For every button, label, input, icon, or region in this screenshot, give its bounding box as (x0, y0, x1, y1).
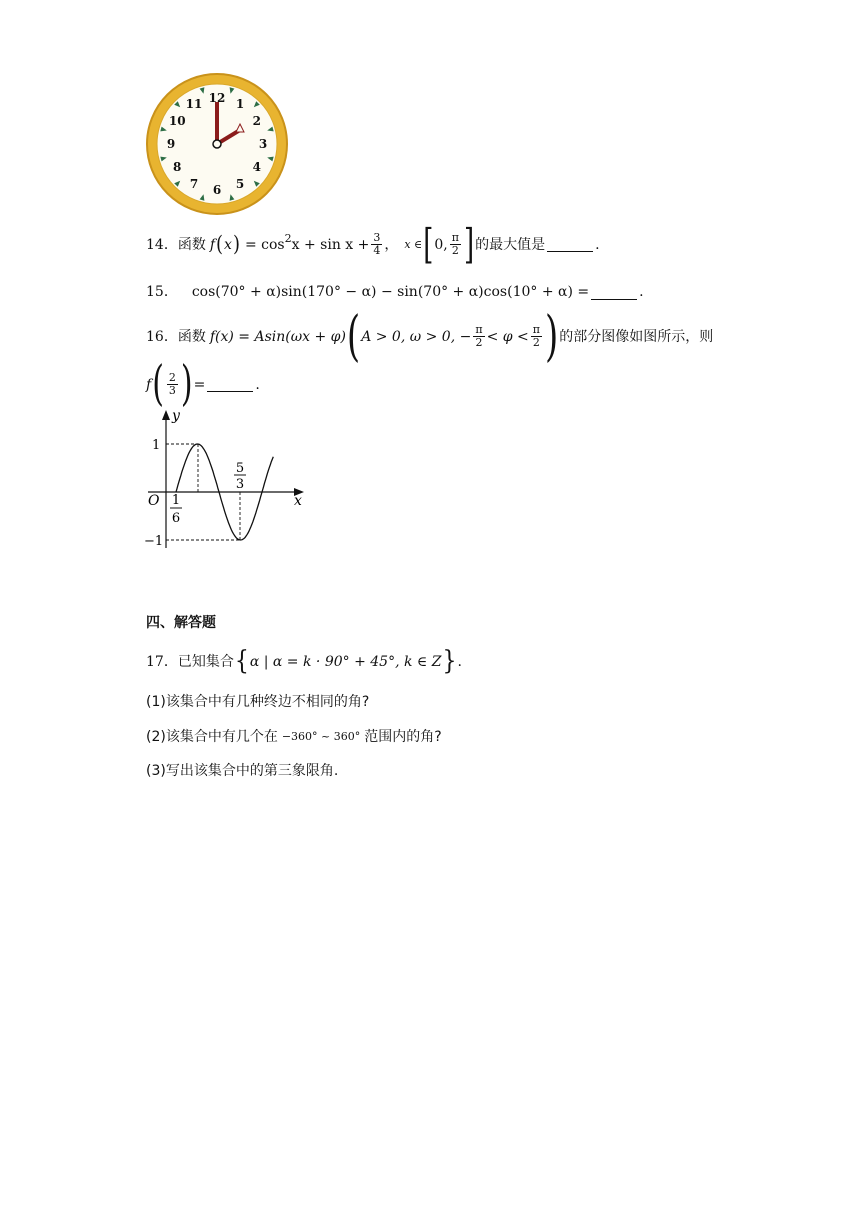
clock-number-9: 9 (166, 137, 176, 151)
clock-number-2: 2 (252, 114, 261, 128)
clock-number-3: 3 (258, 137, 268, 151)
clock-number-8: 8 (173, 160, 182, 174)
question-17-part-1: (1)该集合中有几种终边不相同的角? (146, 694, 370, 710)
section-heading: 四、解答题 (146, 615, 216, 631)
fraction-3-4: $\frac{3}{4}$ (373, 231, 381, 257)
clock-illustration (145, 72, 289, 216)
origin-label: O (148, 493, 160, 509)
x2-denominator: 3 (235, 477, 245, 492)
question-17-part-2: (2)该集合中有几个在 −360° ~ 360° 范围内的角? (146, 729, 442, 745)
sine-graph (140, 408, 310, 553)
clock-number-4: 4 (252, 160, 261, 174)
y-max-label: 1 (152, 438, 161, 453)
y-axis-label: y (172, 408, 180, 424)
x1-numerator: 1 (171, 493, 181, 508)
clock-number-7: 7 (189, 176, 199, 191)
answer-blank-15 (591, 285, 637, 300)
x2-numerator: 5 (235, 461, 245, 476)
clock-number-12: 12 (208, 91, 226, 105)
question-17: 17． 已知集合 { α | α = k · 90° + 45°, k ∈ Z } . (146, 646, 462, 677)
answer-blank-14 (547, 237, 593, 252)
clock-number-6: 6 (212, 183, 222, 197)
clock-number-10: 10 (168, 114, 186, 128)
question-14: 14． 函数 f ( x ) = cos $^2$ x + sin x + $\frac{3}{4}$ ， x ∈ [ 0, $\frac{\pi}{2}$ ] 的最大值是 . (146, 220, 600, 269)
question-17-part-3: (3)写出该集合中的第三象限角. (146, 763, 339, 779)
x1-denominator: 6 (171, 511, 181, 526)
clock-number-11: 11 (185, 97, 203, 112)
question-16-answer-line: f ( $\frac{2}{3}$ ) = . (146, 355, 260, 412)
y-min-label: −1 (144, 534, 164, 549)
x-axis-label: x (294, 493, 302, 509)
answer-blank-16 (207, 377, 253, 392)
y-axis-arrow (162, 410, 170, 420)
clock-number-1: 1 (235, 97, 245, 112)
question-15: 15． cos(70° + α)sin(170° − α) − sin(70° + α)cos(10° + α) = . (146, 284, 644, 300)
clock-number-5: 5 (235, 176, 245, 191)
question-16: 16． 函数 f(x) = Asin(ωx + φ) ( A > 0, ω > 0, − $\frac{\pi}{2}$ < φ < $\frac{\pi}{2}$ ) 的部分图像如图所示，则 (146, 304, 714, 369)
